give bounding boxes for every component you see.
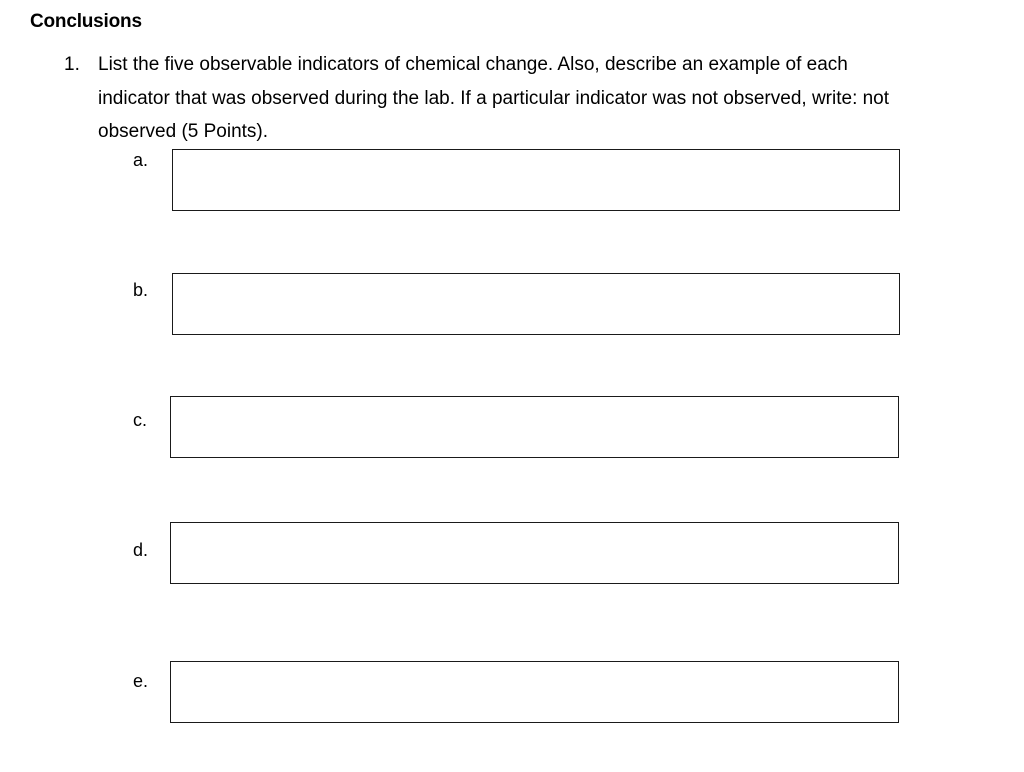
question-number: 1. xyxy=(64,54,80,75)
answer-label-b: b. xyxy=(133,280,149,300)
answer-label-a: a. xyxy=(133,150,149,170)
answer-box-b[interactable] xyxy=(172,273,900,335)
answer-label-c: c. xyxy=(133,410,148,430)
answer-box-d[interactable] xyxy=(170,522,899,584)
section-heading: Conclusions xyxy=(30,11,142,32)
answer-box-c[interactable] xyxy=(170,396,899,458)
answer-label-d: d. xyxy=(133,540,149,560)
question-text: List the five observable indicators of chemical change. Also, describe an example of each indicator that was observed during the lab. If a particular indicator was not observed, write: not observed (5 Points). xyxy=(98,54,890,142)
answer-label-e: e. xyxy=(133,671,149,691)
answer-box-e[interactable] xyxy=(170,661,899,723)
answer-box-a[interactable] xyxy=(172,149,900,211)
